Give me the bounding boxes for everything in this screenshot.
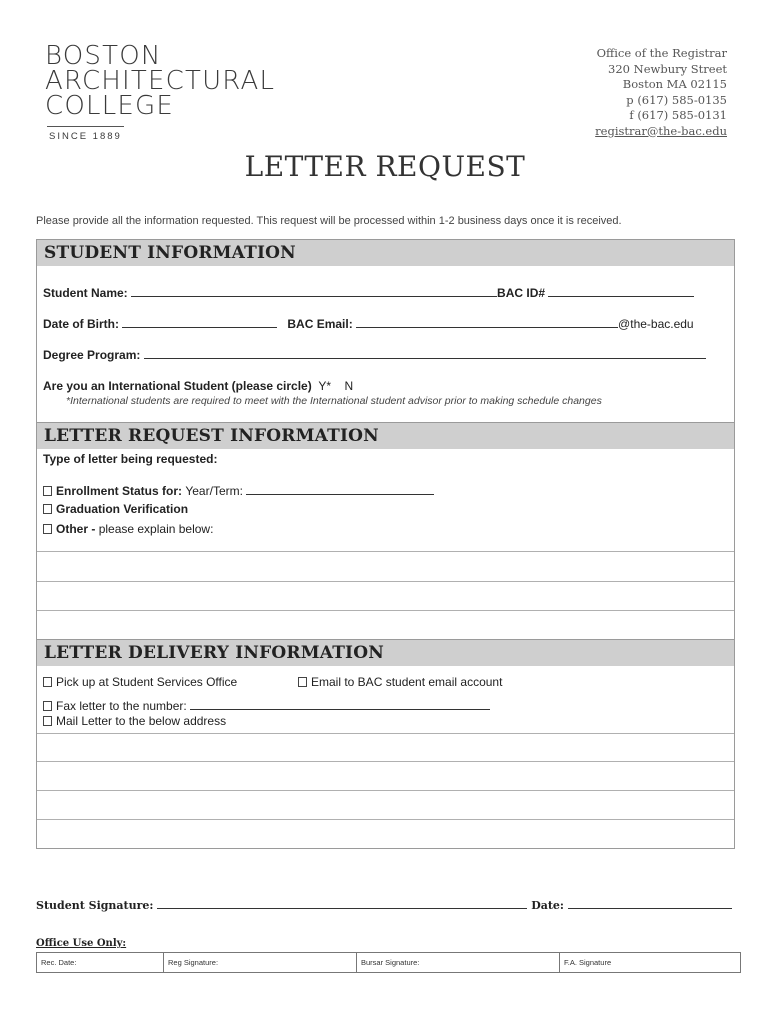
bac-id-field[interactable] [548,284,694,297]
office-city: Boston MA 02115 [622,77,727,91]
address-line-2[interactable] [37,761,734,762]
student-info-heading: STUDENT INFORMATION [37,240,734,266]
address-line-1[interactable] [37,733,734,734]
explain-line-3[interactable] [37,610,734,611]
explain-line-1[interactable] [37,551,734,552]
mail-label: Mail Letter to the below address [56,714,227,728]
office-phone: p (617) 585-0135 [626,92,727,107]
dob-label: Date of Birth: [43,317,119,331]
intl-note: *International students are required to meet with the International student advisor prior to making schedule changes [66,395,602,407]
college-logo [45,41,276,142]
enrollment-checkbox[interactable] [43,486,52,496]
office-address [595,46,727,139]
date-field[interactable] [568,896,732,909]
office-email-link[interactable]: registrar@the-bac.edu [595,123,727,138]
address-line-4[interactable] [37,819,734,820]
intl-no-option[interactable]: N [344,379,354,393]
year-term-field[interactable] [246,482,434,495]
graduation-verification-label: Graduation Verification [56,502,189,516]
degree-program-label: Degree Program: [43,348,141,362]
student-signature-field[interactable] [157,896,527,909]
bac-email-label: BAC Email: [287,317,353,331]
fax-label: Fax letter to the number: [56,699,187,713]
mail-checkbox[interactable] [43,716,52,726]
fax-number-field[interactable] [190,697,490,710]
page-title: LETTER REQUEST [244,150,526,183]
letter-type-label: Type of letter being requested: [43,452,218,466]
degree-program-field[interactable] [144,346,706,359]
pickup-label: Pick up at Student Services Office [56,675,238,689]
graduation-checkbox[interactable] [43,504,52,514]
office-name: Office of the Registrar [596,46,727,60]
other-checkbox[interactable] [43,524,52,534]
student-name-field[interactable] [131,284,497,297]
pickup-checkbox[interactable] [43,677,52,687]
enrollment-status-label: Enrollment Status for: [56,484,183,498]
letter-request-section [36,422,735,641]
email-delivery-checkbox[interactable] [298,677,307,687]
date-label: Date: [531,899,564,912]
other-label: Other - [56,522,96,536]
logo-line-1: BOSTON [45,41,162,71]
letter-delivery-section [36,639,735,849]
other-explain-label: please explain below: [98,522,214,536]
student-name-label: Student Name: [43,286,128,300]
student-info-section [36,239,735,424]
logo-rule [47,126,124,127]
office-use-table [36,952,741,973]
rec-date-cell[interactable]: Rec. Date: [37,953,164,973]
logo-since: SINCE 1889 [49,131,122,142]
explain-line-2[interactable] [37,581,734,582]
letter-request-heading: LETTER REQUEST INFORMATION [37,423,734,449]
bac-id-label: BAC ID# [497,286,546,300]
email-domain: @the-bac.edu [618,317,694,331]
year-term-label: Year/Term: [185,484,243,498]
bac-email-field[interactable] [356,315,618,328]
dob-field[interactable] [122,315,277,328]
office-fax: f (617) 585-0131 [629,108,727,122]
bursar-signature-cell[interactable]: Bursar Signature: [357,953,560,973]
reg-signature-cell[interactable]: Reg Signature: [164,953,357,973]
office-street: 320 Newbury Street [608,61,727,76]
intl-yes-option[interactable]: Y* [318,379,332,393]
student-signature-label: Student Signature: [36,899,154,912]
email-delivery-label: Email to BAC student email account [311,675,503,689]
address-line-3[interactable] [37,790,734,791]
intro-text: Please provide all the information requested. This request will be processed within 1-2 business days once it is received. [36,215,622,227]
office-use-title: Office Use Only: [36,938,127,949]
fax-checkbox[interactable] [43,701,52,711]
intl-student-label: Are you an International Student (please circle) [43,379,312,393]
letter-delivery-heading: LETTER DELIVERY INFORMATION [37,640,734,666]
logo-line-3: COLLEGE [45,91,174,121]
logo-line-2: ARCHITECTURAL [45,66,276,96]
fa-signature-cell[interactable]: F.A. Signature [560,953,741,973]
